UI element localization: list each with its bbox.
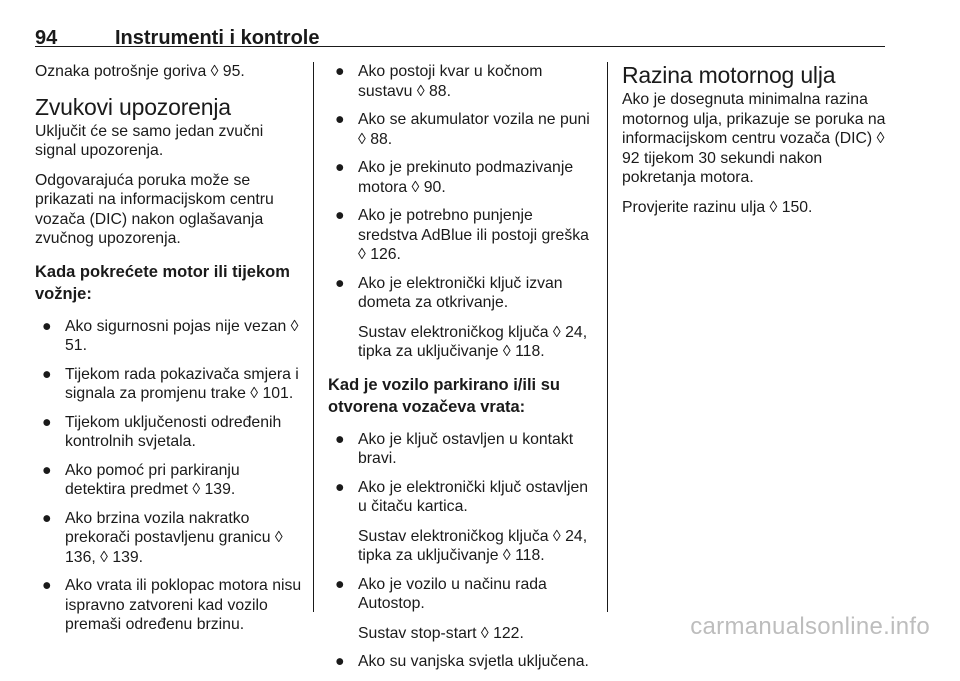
subheading-vehicle-parked: Kad je vozilo parkirano i/ili su otvorena vozačeva vrata:: [328, 375, 560, 416]
page-number: 94: [35, 27, 58, 49]
watermark: carmanualsonline.info: [690, 613, 930, 640]
list-item: ● Tijekom uključenosti određenih kontrolnih svjetala.: [42, 413, 282, 450]
subheading-starting-engine: Kada pokrećete motor ili tijekom vožnje:: [35, 262, 290, 303]
bullet-icon: ●: [335, 274, 345, 292]
list-item: ● Ako je elektronički ključ ostavljen u čitaču kartica. Sustav elektroničkog ključa ◊ 24, tipka za uključivanje ◊ 118.: [328, 478, 596, 566]
list-item: ● Ako vrata ili poklopac motora nisu ispravno zatvoreni kad vozilo premaši određenu brzinu.: [42, 577, 302, 633]
section-heading-warning-chimes: Zvukovi upozorenja: [35, 93, 231, 120]
bullet-list: [328, 62, 596, 362]
list-item: ● Ako se akumulator vozila ne puni ◊ 88.: [335, 111, 590, 148]
bullet-icon: ●: [335, 159, 345, 176]
paragraph: Ako je dosegnuta minimalna razina motornog ulja, prikazuje se poruka na informacijskom centru vozača (DIC) ◊ 92 tijekom 30 sekundi nakon pokretanja motora.: [622, 91, 886, 186]
bullet-icon: ●: [42, 317, 52, 335]
paragraph: Provjerite razinu ulja ◊ 150.: [622, 198, 813, 216]
bullet-list: [35, 317, 303, 635]
bullet-icon: ●: [42, 509, 52, 527]
column-left: [35, 62, 303, 644]
bullet-icon: ●: [42, 413, 52, 431]
bullet-icon: ●: [335, 430, 345, 448]
column-right: [622, 62, 890, 227]
bullet-list: [328, 430, 596, 672]
list-item: ● Ako pomoć pri parkiranju detektira predmet ◊ 139.: [42, 461, 240, 498]
chapter-title: Instrumenti i kontrole: [115, 27, 320, 49]
page-header: [35, 6, 885, 47]
list-item: ● Ako je prekinuto podmazivanje motora ◊ 90.: [335, 159, 574, 196]
bullet-icon: ●: [335, 478, 345, 496]
list-item: ● Ako je potrebno punjenje sredstva AdBlue ili postoji greška ◊ 126.: [335, 207, 589, 263]
paragraph: Odgovarajuća poruka može se prikazati na informacijskom centru vozača (DIC) nakon oglašavanja zvučnog upozorenja.: [35, 171, 274, 247]
list-item: ● Ako postoji kvar u kočnom sustavu ◊ 88.: [335, 63, 543, 100]
bullet-icon: ●: [335, 63, 345, 80]
section-heading-oil-level: Razina motornog ulja: [622, 62, 836, 88]
bullet-icon: ●: [42, 461, 52, 479]
cross-reference: Sustav stop-start ◊ 122.: [358, 624, 524, 642]
intro-text: Oznaka potrošnje goriva ◊ 95.: [35, 63, 245, 80]
bullet-icon: ●: [335, 207, 345, 224]
column-divider: [313, 62, 314, 612]
bullet-icon: ●: [335, 575, 345, 593]
paragraph: Uključit će se samo jedan zvučni signal upozorenja.: [35, 122, 264, 159]
list-item: ● Ako je ključ ostavljen u kontakt bravi.: [335, 430, 574, 467]
bullet-icon: ●: [335, 653, 345, 670]
column-middle: [328, 62, 596, 681]
cross-reference: Sustav elektroničkog ključa ◊ 24, tipka za uključivanje ◊ 118.: [358, 527, 588, 564]
bullet-icon: ●: [42, 365, 52, 383]
list-item: ● Ako je elektronički ključ izvan dometa za otkrivanje. Sustav elektroničkog ključa ◊ 24, tipka za uključivanje ◊ 118.: [328, 274, 596, 362]
list-item: ● Ako je vozilo u načinu rada Autostop. Sustav stop-start ◊ 122.: [328, 575, 596, 644]
bullet-icon: ●: [335, 111, 345, 128]
column-divider: [607, 62, 608, 612]
bullet-icon: ●: [42, 577, 52, 594]
list-item: ● Tijekom rada pokazivača smjera i signala za promjenu trake ◊ 101.: [42, 365, 299, 402]
list-item: ● Ako su vanjska svjetla uključena.: [335, 653, 589, 670]
cross-reference: Sustav elektroničkog ključa ◊ 24, tipka za uključivanje ◊ 118.: [358, 323, 588, 360]
list-item: ● Ako sigurnosni pojas nije vezan ◊ 51.: [42, 317, 299, 354]
list-item: ● Ako brzina vozila nakratko prekorači postavljenu granicu ◊ 136, ◊ 139.: [42, 509, 283, 566]
